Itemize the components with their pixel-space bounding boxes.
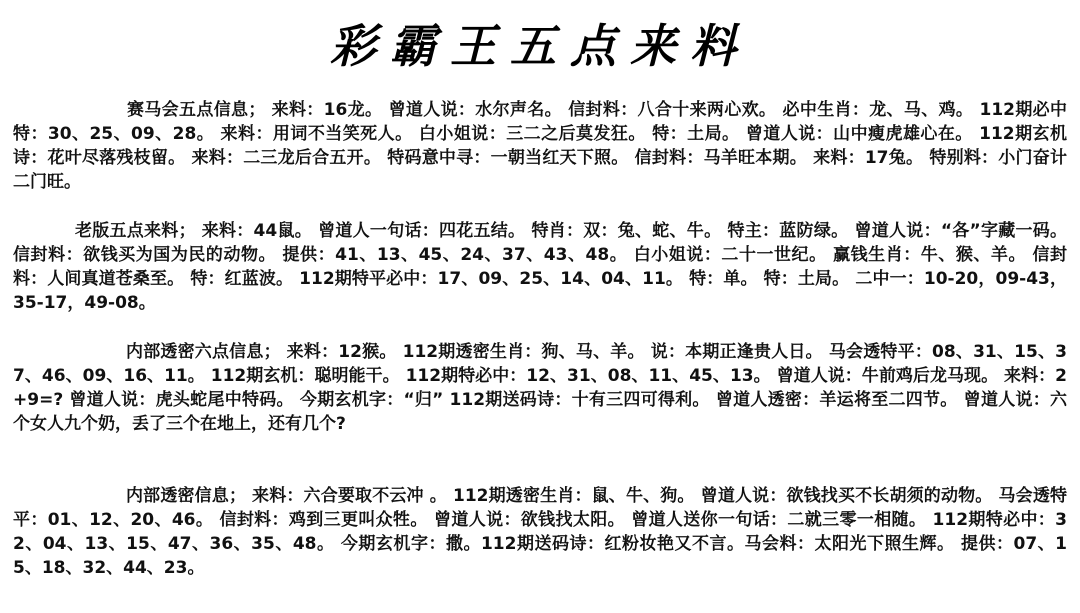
paragraph-neibu-liudian-info: 内部透密六点信息； 来料：12猴。 112期透密生肖：狗、马、羊。 说：本期正逢贵人日。 马会透特平：08、31、15、37、46、09、16、11。 112期玄机：聪明能干。 112期特必中：12、31、08、11、45、13。 曾道人说：牛前鸡后龙马现。 来料：2+9=? 曾道人说：虎头蛇尾中特码。 今期玄机字：“归” 112期送码诗：十有三四可得利。 曾道人透密：羊运将至二四节。 曾道人说：六个女人九个奶，丢了三个在地上，还有几个?: [13, 342, 1067, 434]
paragraph-neibu-info: 内部透密信息； 来料：六合要取不云冲 。 112期透密生肖：鼠、牛、狗。 曾道人说：欲钱找买不长胡须的动物。 马会透特平：01、12、20、46。 信封料：鸡到三更叫众牲。 曾道人说：欲钱找太阳。 曾道人送你一句话：二就三零一相随。 112期特必中：32、04、13、15、47、36、35、48。 今期玄机字：撒。112期送码诗：红粉妆艳又不言。马会料：太阳光下照生辉。 提供：07、15、18、32、44、23。: [13, 486, 1067, 578]
paragraph-laoban-info: 老版五点来料； 来料：44鼠。 曾道人一句话：四花五结。 特肖：双：兔、蛇、牛。 特主：蓝防绿。 曾道人说：“各”字藏一码。信封料：欲钱买为国为民的动物。 提供：41、13、45、24、37、43、48。 白小姐说：二十一世纪。 赢钱生肖：牛、猴、羊。 信封料：人间真道苍桑至。 特：红蓝波。 112期特平必中：17、09、25、14、04、11。 特：单。 特：土局。 二中一：10-20，09-43，35-17，49-08。: [13, 221, 1067, 313]
page-title: 彩霸王五点来料: [330, 19, 750, 73]
paragraph-saimahui-info: 赛马会五点信息； 来料：16龙。 曾道人说：水尔声名。 信封料：八合十来两心欢。 必中生肖：龙、马、鸡。 112期必中特：30、25、09、28。 来料：用词不当笑死人。 白小姐说：三二之后莫发狂。 特：土局。 曾道人说：山中瘦虎雄心在。 112期玄机诗：花叶尽落残枝留。 来料：二三龙后合五开。 特码意中寻：一朝当红天下照。 信封料：马羊旺本期。 来料：17兔。 特别料：小门奋计二门旺。: [13, 100, 1067, 192]
